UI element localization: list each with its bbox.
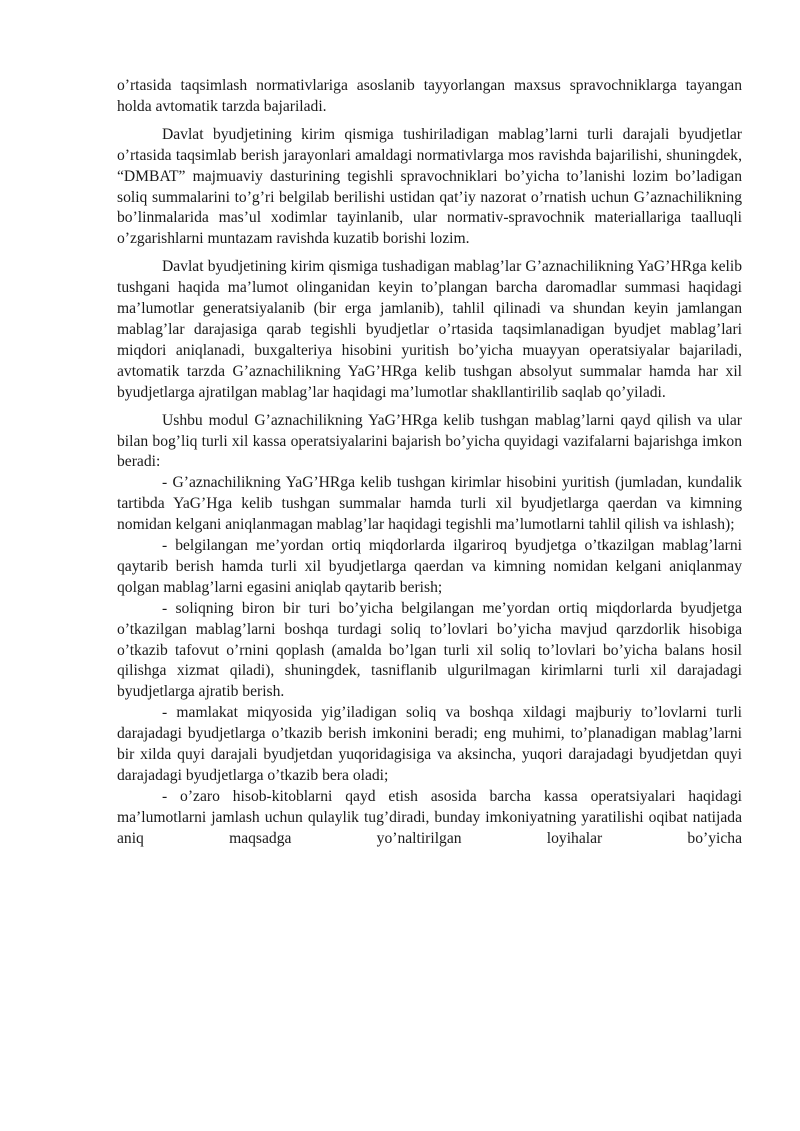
paragraph-normative-control: Davlat byudjetining kirim qismiga tushiriladigan mablag’larni turli darajali byudjetlar o’rtasida taqsimlab berish jarayonlari amaldagi normativlarga mos ravishda bajarilishi, shuningdek, “DMBAT” majmuaviy dasturining tegishli spravochniklari bo’yicha to’lanishi lozim bo’ladigan soliq summalarini to’g’ri belgilab berilishi ustidan qat’iy nazorat o’rnatish uchun G’aznachilikning bo’linmalarida mas’ul xodimlar tayinlanib, ular normativ-spravochnik materiallariga taalluqli o’zgarishlarni muntazam ravishda kuzatib borishi lozim. bbox=[117, 125, 742, 248]
paragraph-module-tasks-intro: Ushbu modul G’aznachilikning YaG’HRga kelib tushgan mablag’larni qayd qilish va ular bilan bog’liq turli xil kassa operatsiyalarini bajarish bo’yicha quyidagi vazifalarni bajarishga imkon beradi: bbox=[117, 411, 742, 471]
list-item: - G’aznachilikning YaG’HRga kelib tushgan kirimlar hisobini yuritish (jumladan, kundalik tartibda YaG’Hga kelib tushgan summalar hamda turli xil byudjetlarga qaerdan va kimning nomidan kelgani aniqlanmagan mablag’lar haqidagi tegishli ma’lumotlarni tahlil qilish va ishlash); bbox=[117, 474, 742, 534]
list-item: - o’zaro hisob-kitoblarni qayd etish asosida barcha kassa operatsiyalari haqidagi ma’lumotlarni jamlash uchun qulaylik tug’diradi, bunday imkoniyatning yaratilishi oqibat natijada aniq maqsadga yo’naltirilgan loyihalar bo’yicha bbox=[117, 787, 742, 847]
list-item: - soliqning biron bir turi bo’yicha belgilangan me’yordan ortiq miqdorlarda byudjetga o’tkazilgan mablag’larni boshqa turdagi soliq to’lovlari bo’yicha mavjud qarzdorlik hisobiga o’tkazib tafovut o’rnini qoplash (amalda bo’lgan turli xil soliq to’lovlari bo’yicha balans hosil qilishga xizmat qiladi), shuningdek, tasniflanib ulgurilmagan kirimlarni turli xil darajadagi byudjetlarga ajratib berish. bbox=[117, 599, 742, 701]
paragraph-continuation: o’rtasida taqsimlash normativlariga asoslanib tayyorlangan maxsus spravochniklarga tayangan holda avtomatik tarzda bajariladi. bbox=[117, 77, 742, 115]
list-item: - belgilangan me’yordan ortiq miqdorlarda ilgariroq byudjetga o’tkazilgan mablag’larni qaytarib berish hamda turli xil byudjetlarga qaerdan va kimning nomidan kelgani aniqlanmay qolgan mablag’larni egasini aniqlab qaytarib berish; bbox=[117, 537, 742, 596]
list-item: - mamlakat miqyosida yig’iladigan soliq va boshqa xildagi majburiy to’lovlarni turli darajadagi byudjetlarga o’tkazib berish imkonini beradi; eng muhimi, to’planadigan mablag’larni bir xilda quyi darajali byudjetdan yuqoridagisiga va aksincha, yuqori darajadagi byudjetdan quyi darajadagi byudjetlarga o’tkazib bera oladi; bbox=[117, 704, 742, 784]
paragraph-revenue-distribution: Davlat byudjetining kirim qismiga tushadigan mablag’lar G’aznachilikning YaG’HRga kelib tushgani haqida ma’lumot olinganidan keyin to’plangan barcha daromadlar summasi haqidagi ma’lumotlar generatsiyalanib (bir erga jamlanib), tahlil qilinadi va shundan keyin jamlangan mablag’lar darajasiga qarab tegishli byudjetlar o’rtasida taqsimlanadigan byudjet mablag’lari miqdori aniqlanadi, buxgalteriya hisobini yuritish bo’yicha muayyan operatsiyalar bajariladi, avtomatik tarzda G’aznachilikning YaG’HRga kelib tushgan absolyut summalar hamda har xil byudjetlarga ajratilgan mablag’lar haqidagi ma’lumotlar shakllantirilib saqlab qo’yiladi. bbox=[117, 258, 742, 401]
document-page bbox=[117, 76, 742, 850]
